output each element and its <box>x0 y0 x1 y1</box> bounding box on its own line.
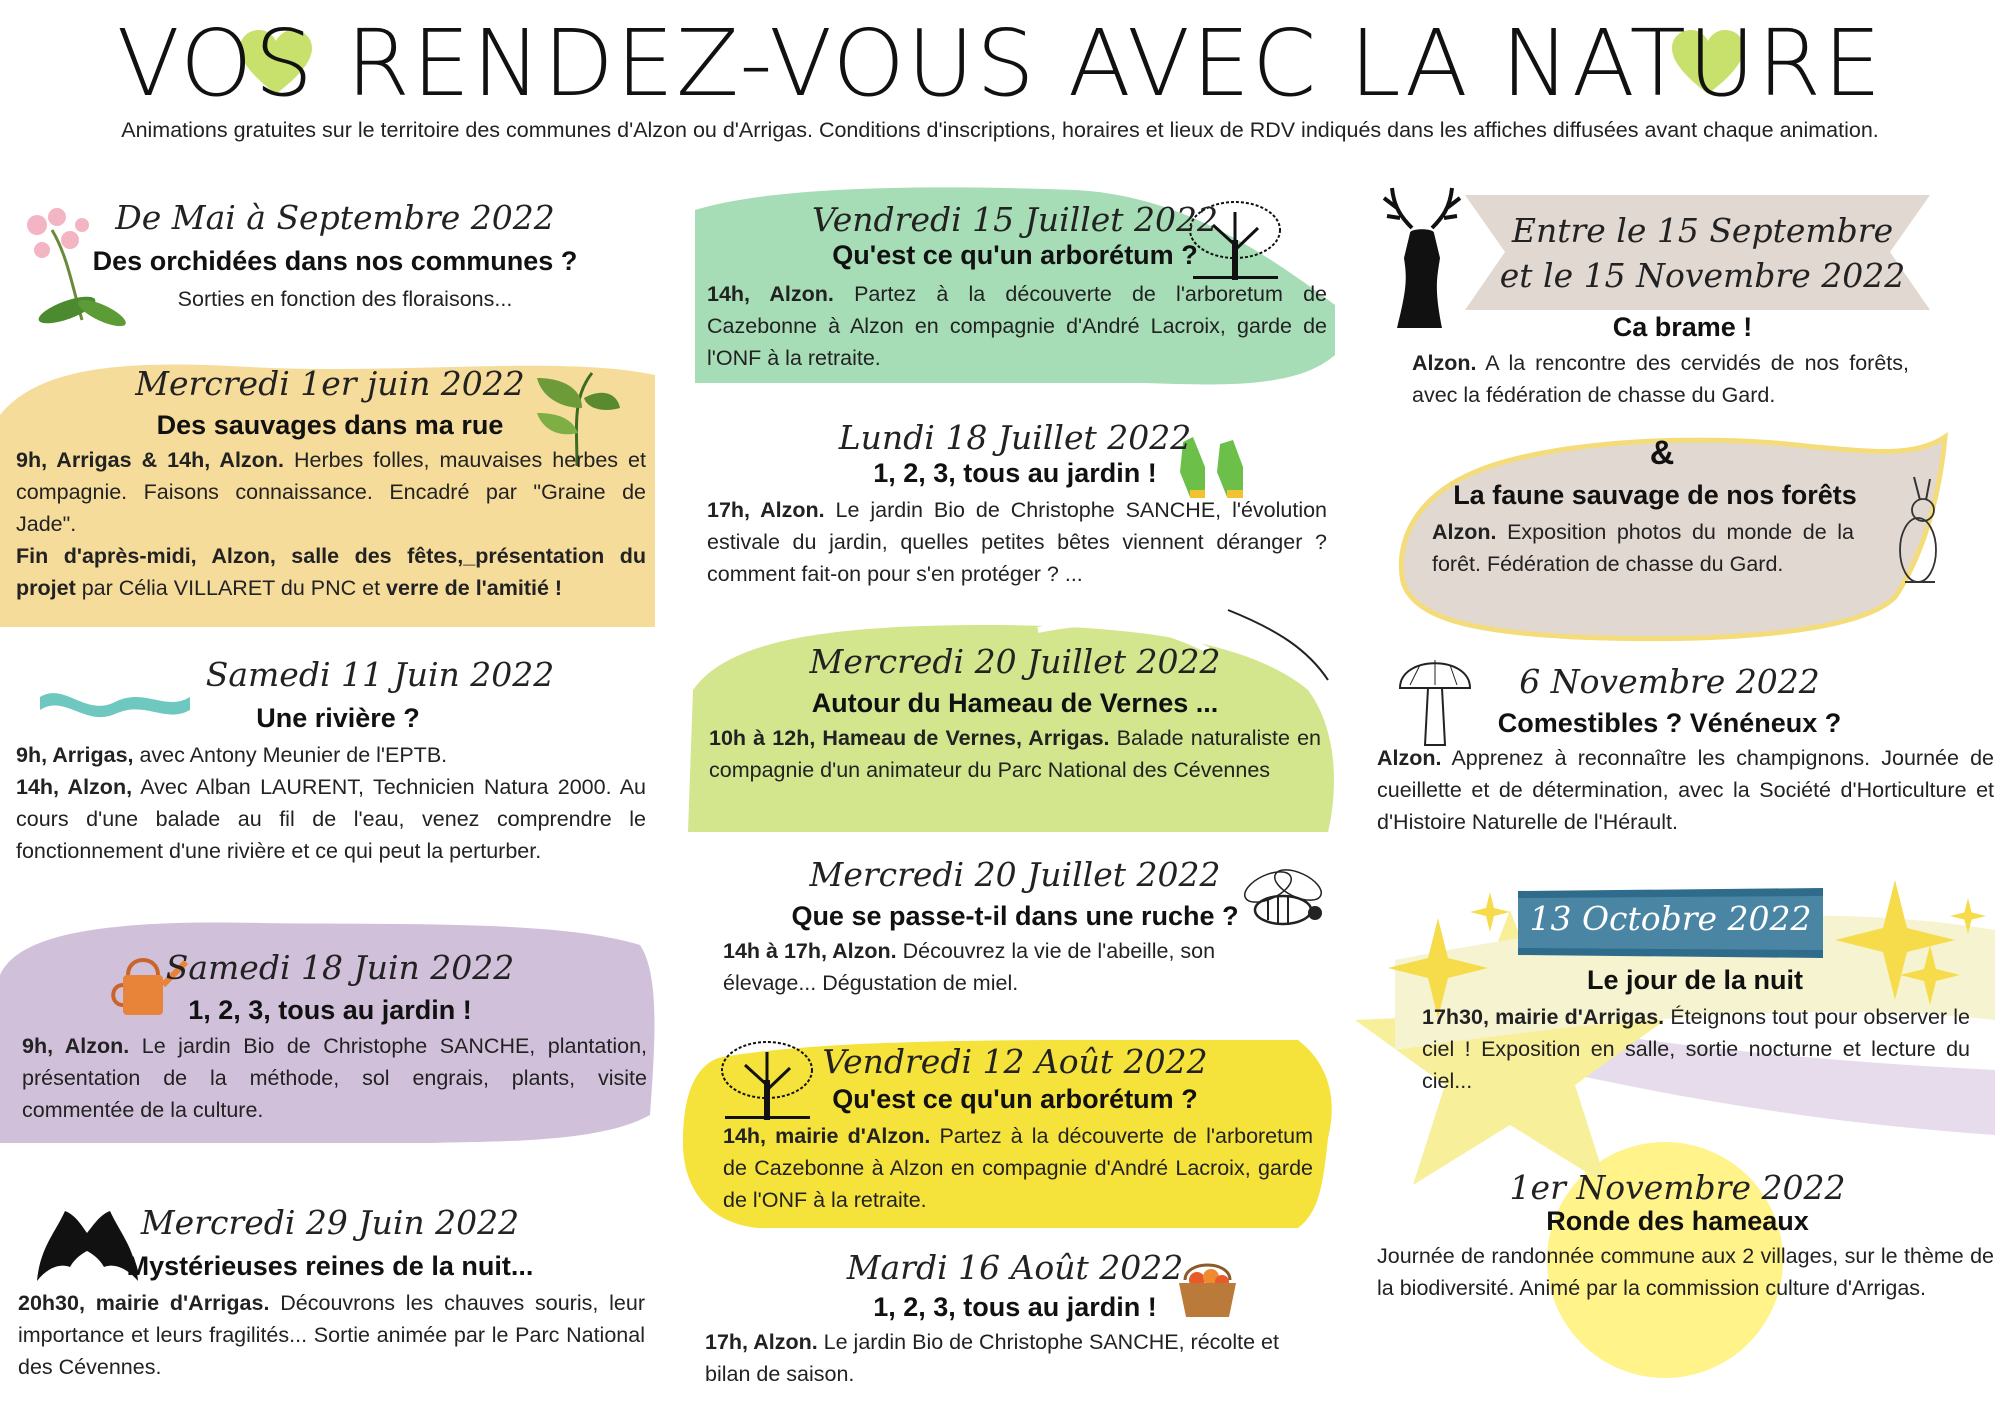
event-heading: Des orchidées dans nos communes ? <box>92 246 578 276</box>
event-date: 6 Novembre 2022 <box>1519 662 1820 701</box>
event-heading: 1, 2, 3, tous au jardin ! <box>873 1292 1157 1322</box>
event-body: 17h30, mairie d'Arrigas. Éteignons tout pour observer le ciel ! Exposition en salle, sortie nocturne et lecture du ciel... <box>1422 1005 1970 1093</box>
event-body: 9h, Arrigas & 14h, Alzon. Herbes folles, mauvaises herbes et compagnie. Faisons connaissance. Encadré par "Graine de Jade". Fin d'après-midi, Alzon, salle des fêtes,_présentation du projet par Célia VILLARET du PNC et verre de l'amitié ! <box>16 448 646 600</box>
event-body: 10h à 12h, Hameau de Vernes, Arrigas. Balade naturaliste en compagnie d'un animateur du Parc National des Cévennes <box>709 726 1321 782</box>
event-heading: Le jour de la nuit <box>1586 965 1803 995</box>
event-heading: Autour du Hameau de Vernes ... <box>811 688 1219 718</box>
event-hameau-vernes <box>695 642 1335 832</box>
event-ronde-hameaux <box>1375 1168 2000 1338</box>
page-subtitle: Animations gratuites sur le territoire des communes d'Alzon ou d'Arrigas. Conditions d'inscriptions, horaires et lieux de RDV indiqués dans les affiches diffusées avant chaque animation. <box>121 118 1879 142</box>
event-sauvages <box>0 360 660 630</box>
event-date: Entre le 15 Septembre <box>1511 211 1894 250</box>
event-date: Mercredi 1er juin 2022 <box>135 364 525 403</box>
event-body: 9h, Arrigas, avec Antony Meunier de l'EPTB. 14h, Alzon, Avec Alban LAURENT, Technicien Natura 2000. Au cours d'une balade au fil de l'eau, venez comprendre le fonctionnement d'une rivière et ce qui peut la perturber. <box>16 743 646 863</box>
event-heading: Des sauvages dans ma rue <box>156 410 504 440</box>
event-jardin-juin <box>0 948 660 1148</box>
event-body: Alzon. Apprenez à reconnaître les champignons. Journée de cueillette et de détermination, avec la Société d'Horticulture et d'Histoire Naturelle de l'Hérault. <box>1377 746 1994 834</box>
event-body: Sorties en fonction des floraisons... <box>177 287 513 311</box>
event-body: Alzon. A la rencontre des cervidés de nos forêts, avec la fédération de chasse du Gard. <box>1412 351 1909 407</box>
event-body: 14h, mairie d'Alzon. Partez à la découverte de l'arboretum de Cazebonne à Alzon en compagnie d'André Lacroix, garde de l'ONF à la retraite. <box>723 1124 1313 1212</box>
event-jour-nuit <box>1400 895 2000 1105</box>
event-champignons <box>1375 660 2000 850</box>
event-jardin-juillet <box>695 418 1335 598</box>
event-date: 1er Novembre 2022 <box>1509 1168 1846 1207</box>
event-heading: 1, 2, 3, tous au jardin ! <box>188 995 472 1025</box>
event-date: Mercredi 20 Juillet 2022 <box>809 642 1221 681</box>
event-body: 17h, Alzon. Le jardin Bio de Christophe SANCHE, récolte et bilan de saison. <box>705 1330 1279 1386</box>
event-date: Mardi 16 Août 2022 <box>846 1248 1184 1287</box>
event-body: Alzon. Exposition photos du monde de la forêt. Fédération de chasse du Gard. <box>1432 520 1854 576</box>
event-date: Vendredi 15 Juillet 2022 <box>811 200 1219 239</box>
event-body: 9h, Alzon. Le jardin Bio de Christophe SANCHE, plantation, présentation de la méthode, sol engrais, plants, visite commentée de la culture. <box>22 1034 647 1122</box>
event-jardin-aout <box>695 1248 1335 1398</box>
event-date: Mercredi 29 Juin 2022 <box>140 1203 520 1242</box>
event-heading: Mystérieuses reines de la nuit... <box>126 1251 534 1281</box>
event-ruche <box>695 855 1335 1005</box>
event-body: 14h, Alzon. Partez à la découverte de l'arboretum de Cazebonne à Alzon en compagnie d'André Lacroix, garde de l'ONF à la retraite. <box>707 282 1328 370</box>
event-heading: Ca brame ! <box>1612 312 1753 342</box>
event-heading: Qu'est ce qu'un arborétum ? <box>832 240 1198 270</box>
event-date: Lundi 18 Juillet 2022 <box>838 418 1192 457</box>
event-heading: Comestibles ? Vénéneux ? <box>1497 708 1842 738</box>
event-brame <box>1400 205 2000 415</box>
event-date: Vendredi 12 Août 2022 <box>822 1042 1208 1081</box>
event-heading: Qu'est ce qu'un arborétum ? <box>832 1084 1198 1114</box>
event-body: 20h30, mairie d'Arrigas. Découvrons les chauves souris, leur importance et leurs fragilités... Sortie animée par le Parc National des Cévennes. <box>18 1291 646 1379</box>
event-body: Journée de randonnée commune aux 2 villages, sur le thème de la biodiversité. Animé par la commission culture d'Arrigas. <box>1377 1244 1994 1300</box>
event-date: 13 Octobre 2022 <box>1529 899 1812 938</box>
event-date: Samedi 18 Juin 2022 <box>165 948 515 987</box>
event-heading: Ronde des hameaux <box>1546 1206 1809 1236</box>
event-riviere <box>0 655 660 875</box>
event-date: et le 15 Novembre 2022 <box>1499 256 1906 295</box>
event-date: De Mai à Septembre 2022 <box>115 198 555 237</box>
event-orchidees <box>0 198 670 318</box>
event-heading: 1, 2, 3, tous au jardin ! <box>873 458 1157 488</box>
event-arboretum-juillet <box>695 200 1335 380</box>
event-heading: La faune sauvage de nos forêts <box>1453 480 1857 510</box>
event-faune <box>1400 430 1960 630</box>
event-arboretum-aout <box>695 1042 1335 1232</box>
event-body: 17h, Alzon. Le jardin Bio de Christophe SANCHE, l'évolution estivale du jardin, quelles petites bêtes viennent déranger ? comment fait-on pour s'en protéger ? ... <box>707 498 1328 586</box>
event-date: Mercredi 20 Juillet 2022 <box>809 855 1221 894</box>
page-title: VOS RENDEZ-VOUS AVEC LA NATURE <box>116 10 1884 117</box>
event-date: Samedi 11 Juin 2022 <box>205 655 555 694</box>
event-heading: Une rivière ? <box>256 703 420 733</box>
event-body: 14h à 17h, Alzon. Découvrez la vie de l'abeille, son élevage... Dégustation de miel. <box>723 939 1216 995</box>
event-reines-nuit <box>0 1203 660 1403</box>
event-heading: Que se passe-t-il dans une ruche ? <box>791 901 1239 931</box>
ampersand: & <box>1649 434 1675 472</box>
